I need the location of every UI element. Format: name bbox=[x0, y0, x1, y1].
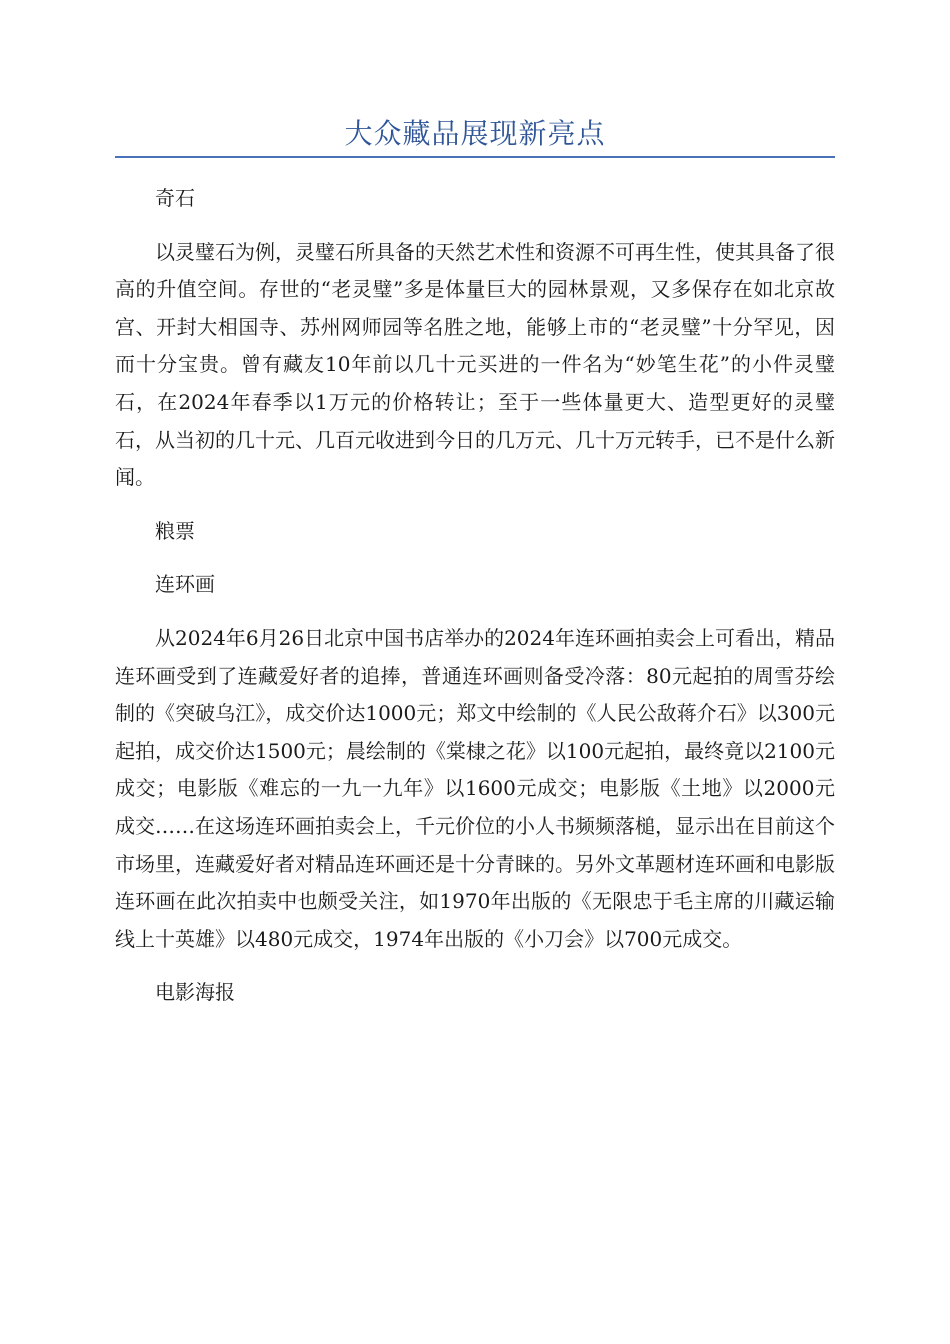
paragraph-stones: 以灵璧石为例，灵璧石所具备的天然艺术性和资源不可再生性，使其具备了很高的升值空间。存世的“老灵璧”多是体量巨大的园林景观，又多保存在如北京故宫、开封大相国寺、苏州网师园等名胜之地，能够上市的“老灵璧”十分罕见，因而十分宝贵。曾有藏友10年前以几十元买进的一件名为“妙笔生花”的小件灵璧石，在2024年春季以1万元的价格转让；至于一些体量更大、造型更好的灵璧石，从当初的几十元、几百元收进到今日的几万元、几十万元转手，已不是什么新闻。 bbox=[115, 239, 835, 490]
section-heading-comics: 连环画 bbox=[155, 572, 215, 597]
section-heading-movie-posters: 电影海报 bbox=[155, 980, 235, 1005]
title-underline bbox=[115, 156, 835, 158]
section-heading-stones: 奇石 bbox=[155, 186, 195, 210]
paragraph-comics: 从2024年6月26日北京中国书店举办的2024年连环画拍卖会上可看出，精品连环画受到了连藏爱好者的追捧，普通连环画则备受冷落：80元起拍的周雪芬绘制的《突破乌江》，成交价达1000元；郑文中绘制的《人民公敌蒋介石》以300元起拍，成交价达1500元；晨绘制的《棠棣之花》以100元起拍，最终竟以2100元成交；电影版《难忘的一九一九年》以1600元成交；电影版《土地》以2000元成交……在这场连环画拍卖会上，千元价位的小人书频频落槌，显示出在目前这个市场里，连藏爱好者对精品连环画还是十分青睐的。另外文革题材连环画和电影版连环画在此次拍卖中也颇受关注，如1970年出版的《无限忠于毛主席的川藏运输线上十英雄》以480元成交，1974年出版的《小刀会》以700元成交。 bbox=[115, 625, 835, 951]
document-page bbox=[115, 0, 835, 1012]
section-heading-ration-tickets: 粮票 bbox=[155, 518, 195, 543]
document-title: 大众藏品展现新亮点 bbox=[344, 117, 606, 150]
